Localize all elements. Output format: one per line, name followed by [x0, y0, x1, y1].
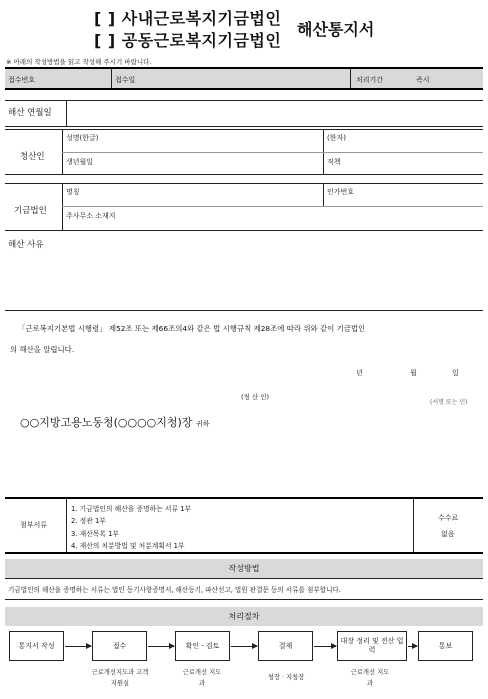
- fee-value: 없음: [441, 530, 455, 538]
- sign-hint: (서명 또는 인): [430, 399, 468, 406]
- attachment-item: 3. 재산목록 1부: [71, 529, 119, 538]
- liquidator-birth-field[interactable]: [66, 165, 322, 173]
- process-step-3: [175, 631, 230, 661]
- process-header: [5, 607, 483, 626]
- attachments-label: 첨부서류: [20, 521, 48, 529]
- process-arrow: [408, 646, 417, 647]
- process-title: 처리절차: [228, 612, 260, 621]
- method-text: 기금법인의 해산을 증명하는 서류는 법인 등기사항증명서, 해산등기, 파산선고, 법원 판결문 등의 서류를 첨부합니다.: [8, 586, 341, 594]
- liquidator-name-label: 성명(한글): [66, 134, 99, 142]
- addressee-office: ○○지방고용노동청(○○○○지청)장: [20, 416, 193, 429]
- signer-label: (청 산 인): [241, 393, 270, 401]
- processing-period-value: 즉시: [416, 76, 430, 84]
- process-actor-5: 근로개선 지도과: [350, 669, 390, 687]
- addressee: [20, 414, 209, 430]
- date-year: 년: [356, 369, 363, 377]
- attachment-item: 4. 재산의 처분방법 및 처분계획서 1부: [71, 541, 185, 550]
- liquidator-label: 청산인: [20, 152, 45, 162]
- title-option-joint: [ ] 공동근로복지기금법인: [94, 31, 282, 50]
- fund-label: 기금법인: [14, 206, 47, 216]
- liquidator-name-field[interactable]: [66, 142, 322, 150]
- reason-field[interactable]: [8, 252, 482, 308]
- process-step-6: [418, 631, 473, 661]
- process-arrow: [314, 646, 336, 647]
- process-actor-2: 근로개선지도과 고객지원실: [91, 669, 149, 687]
- title-option-in-house: [ ] 사내근로복지기금법인: [94, 9, 282, 28]
- process-step-2: [92, 631, 147, 661]
- method-header: [5, 559, 483, 578]
- date-month: 월: [410, 369, 417, 377]
- reason-label: 해산 사유: [8, 240, 44, 250]
- process-step-4: [258, 631, 313, 661]
- process-arrow: [148, 646, 174, 647]
- process-arrow: [231, 646, 257, 647]
- statement-line-2: 의 해산을 알립니다.: [10, 345, 75, 354]
- liquidator-position-label: 직책: [327, 158, 341, 166]
- dissolution-date-field[interactable]: [67, 100, 483, 126]
- attachments-list: [71, 503, 191, 552]
- process-step-5: [337, 631, 407, 661]
- dissolution-date-label: 해산 연월일: [8, 108, 52, 118]
- process-step-label: 접수: [112, 641, 127, 650]
- process-actor-3: 근로개선 지도과: [182, 669, 222, 687]
- liquidator-birth-label: 생년월일: [66, 158, 94, 166]
- method-title: 작성방법: [228, 564, 260, 573]
- process-arrow: [65, 646, 91, 647]
- fund-approval-field[interactable]: [327, 196, 482, 206]
- receipt-number-label: 접수번호: [8, 76, 36, 84]
- fee-label: 수수료: [438, 514, 459, 522]
- process-actor-4: 청장 · 지청장: [267, 674, 305, 681]
- receipt-date-label: 접수일: [115, 76, 136, 84]
- date-day: 일: [452, 369, 459, 377]
- fund-name-field[interactable]: [66, 196, 322, 206]
- instruction-notice: ※ 아래의 작성방법을 읽고 작성해 주시기 바랍니다.: [6, 58, 152, 66]
- fund-name-label: 명칭: [66, 188, 80, 196]
- process-step-label: 확인 · 검토: [185, 641, 220, 650]
- statement-line-1: 「근로복지기본법 시행령」 제52조 또는 제66조의4와 같은 법 시행규칙 제28조에 따라 위와 같이 기금법인: [18, 324, 366, 333]
- process-step-label: 통지서 작성: [18, 641, 55, 650]
- fund-office-label: 주사무소 소재지: [66, 212, 116, 220]
- receipt-row: [5, 69, 483, 88]
- addressee-suffix: 귀하: [195, 420, 210, 428]
- fund-office-field[interactable]: [66, 220, 482, 229]
- liquidator-hanja-field[interactable]: [327, 142, 482, 150]
- document-title: 해산통지서: [297, 20, 375, 39]
- fund-approval-label: 인가번호: [327, 188, 355, 196]
- liquidator-hanja-label: (한자): [327, 134, 346, 142]
- process-step-label: 대장 정리 및 전산 입력: [340, 637, 404, 654]
- processing-period-label: 처리기간: [356, 76, 384, 84]
- process-step-label: 결재: [278, 641, 293, 650]
- attachment-item: 2. 정관 1부: [71, 517, 106, 526]
- process-step-label: 통보: [438, 641, 453, 650]
- attachment-item: 1. 기금법인의 해산을 증명하는 서류 1부: [71, 505, 192, 513]
- liquidator-position-field[interactable]: [327, 165, 482, 173]
- process-step-1: [9, 631, 64, 661]
